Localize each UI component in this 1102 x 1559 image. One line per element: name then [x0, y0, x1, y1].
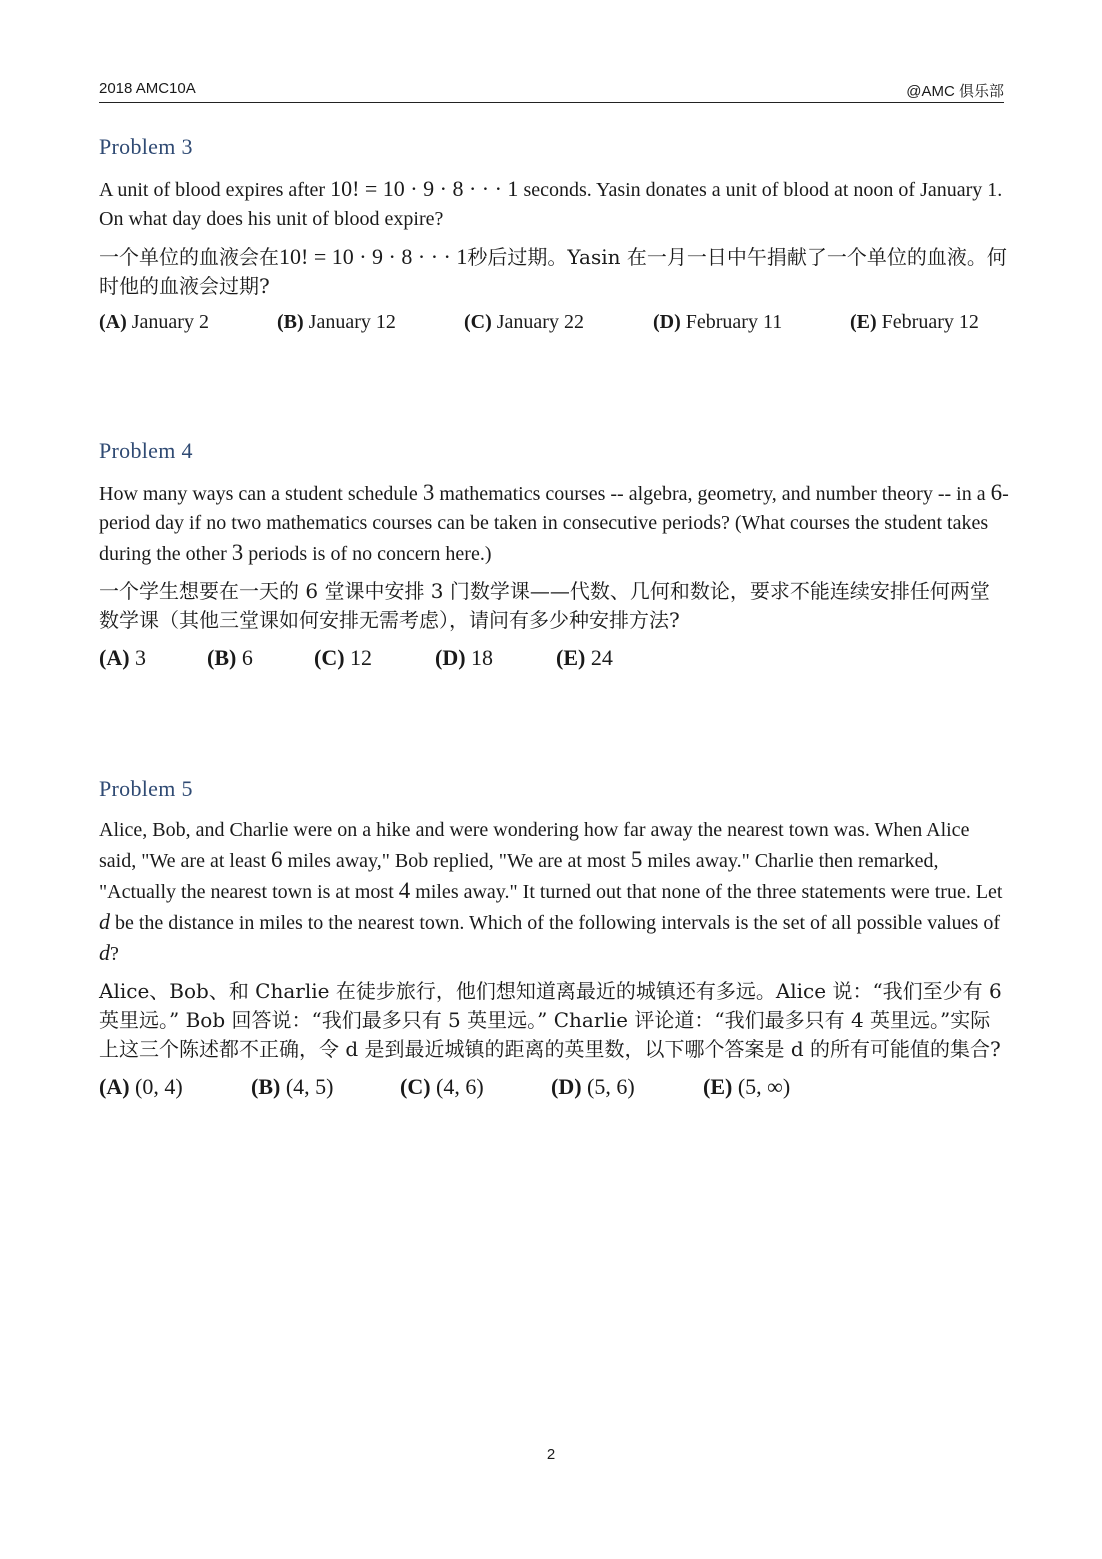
problem-title: Problem 4 — [99, 438, 193, 463]
header-club-name: @AMC 俱乐部 — [906, 83, 1004, 100]
problem-4 — [99, 438, 1009, 671]
choice-e: (E) February 12 — [850, 311, 979, 333]
choice-d: (D) February 11 — [653, 311, 783, 333]
choice-d: (D) 18 — [435, 645, 494, 670]
problem-text-zh: 一个学生想要在一天的 6 堂课中安排 3 门数学课——代数、几何和数论，要求不能连续安排任何两堂数学课（其他三堂课如何安排无需考虑），请问有多少种安排方法? — [99, 579, 990, 632]
answer-choices — [99, 1074, 1009, 1100]
header-exam-title: 2018 AMC10A — [99, 80, 196, 97]
problem-title: Problem 3 — [99, 134, 193, 159]
choice-e: (E) 24 — [556, 645, 613, 670]
math-expression: 10! = 10 · 9 · 8 · · · 1 — [279, 244, 468, 269]
choice-b: (B) January 12 — [277, 311, 396, 333]
choice-a: (A) (0, 4) — [99, 1074, 183, 1099]
problem-text-en — [99, 174, 1009, 234]
text-segment: 一个单位的血液会在 — [99, 245, 279, 269]
problem-text-zh: Alice、Bob、和 Charlie 在徒步旅行，他们想知道离最近的城镇还有多远。Alice 说：“我们至少有 6 英里远。” Bob 回答说：“我们最多只有 5 英里远。” Charlie 评论道：“我们最多只有 4 英里远。”实际上这三个陈述都不正确，令 d 是到最近城镇的距离的英里数，以下哪个答案是 d 的所有可能值的集合? — [99, 979, 1002, 1061]
problem-title: Problem 5 — [99, 776, 193, 801]
answer-choices — [99, 311, 1009, 334]
page-number: 2 — [546, 1446, 556, 1463]
problem-3 — [99, 134, 1009, 334]
choice-a: (A) 3 — [99, 645, 147, 670]
choice-b: (B) (4, 5) — [251, 1074, 334, 1099]
problem-5 — [99, 776, 1009, 1100]
text-segment: seconds. Yasin donates a unit of blood at noon of January 1. On what day does his unit of blood expire? — [99, 179, 1003, 230]
choice-a: (A) January 2 — [99, 311, 209, 333]
answer-choices — [99, 645, 1009, 671]
choice-c: (C) (4, 6) — [400, 1074, 484, 1099]
problem-text-en: How many ways can a student schedule 3 mathematics courses -- algebra, geometry, and number theory -- in a 6-period day if no two mathematics courses can be taken in consecutive periods? (What courses the student takes during the other 3 periods is of no concern here.) — [99, 480, 1009, 565]
choice-c: (C) 12 — [314, 645, 373, 670]
text-segment: A unit of blood expires after — [99, 179, 331, 201]
choice-e: (E) (5, ∞) — [703, 1074, 791, 1099]
page-header — [99, 80, 1004, 103]
choice-c: (C) January 22 — [464, 311, 584, 333]
problem-text-zh — [99, 242, 1009, 301]
problem-text-en: Alice, Bob, and Charlie were on a hike and were wondering how far away the nearest town was. When Alice said, "We are at least 6 miles away," Bob replied, "We are at most 5 miles away." Charlie then remarked, "Actually the nearest town is at most 4 miles away." It turned out that none of the three statements were true. Let d be the distance in miles to the nearest town. Which of the following intervals is the set of all possible values of d? — [99, 819, 1003, 965]
math-expression: 10! = 10 · 9 · 8 · · · 1 — [330, 176, 519, 201]
text-segment: 秒后过期。Yasin 在一月一日中午捐献了一个单位的血液。何时他的血液会过期? — [99, 245, 1007, 298]
choice-d: (D) (5, 6) — [551, 1074, 635, 1099]
choice-b: (B) 6 — [207, 645, 253, 670]
